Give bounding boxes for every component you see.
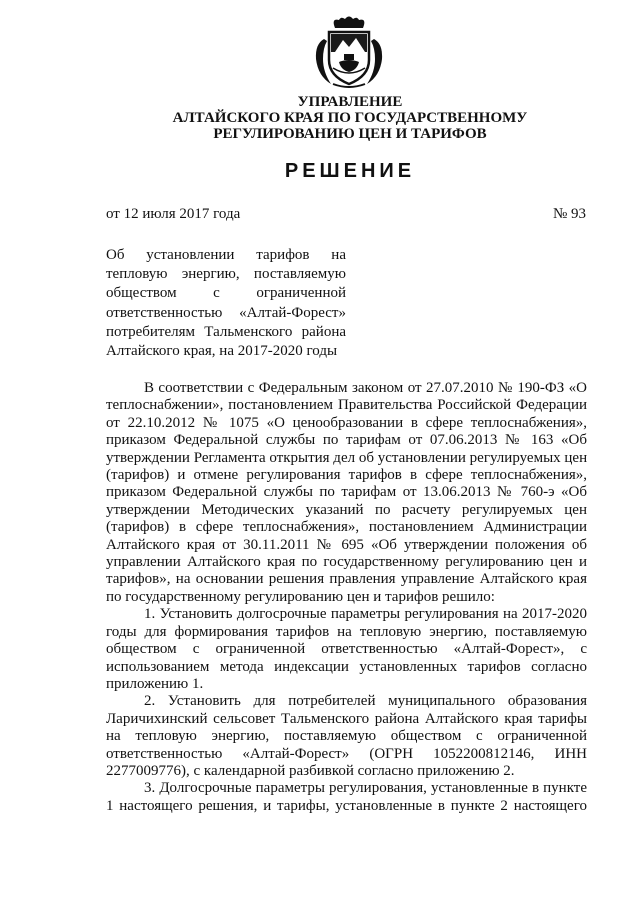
clause-1-line: 1. Установить долгосрочные параметры регулирования на 2017-2020	[144, 606, 587, 623]
preamble-line: приказом Федеральной службы по тарифам от 13.06.2013 № 760-э «Об	[106, 484, 587, 501]
decision-body	[106, 380, 587, 815]
preamble-line: (тарифов) в сфере теплоснабжения», постановлением Администрации	[106, 519, 587, 536]
subject-line: потребителям Тальменского района	[106, 323, 346, 340]
preamble-line: управлении Алтайского края по государственному регулированию цен и	[106, 554, 587, 571]
decision-date: от 12 июля 2017 года	[106, 206, 241, 222]
preamble-line: приказом Федеральной службы по тарифам от 07.06.2013 № 163 «Об	[106, 432, 587, 449]
subject-line: ответственностью «Алтай-Форест»	[106, 304, 346, 321]
preamble-line: теплоснабжении», постановлением Правительства Российской Федерации	[106, 397, 587, 414]
clause-3-line: 3. Долгосрочные параметры регулирования, установленные в пункте	[144, 780, 587, 797]
clause-2-line: ответственностью «Алтай-Форест» (ОГРН 1052200812146, ИНН	[106, 745, 587, 762]
preamble-line: (тарифов) и отмене регулирования тарифов в сфере теплоснабжения»,	[106, 467, 587, 484]
agency-name	[120, 94, 580, 142]
preamble-line: утверждении Регламента открытия дел об установлении регулируемых цен	[106, 449, 588, 466]
clause-2-line: на тепловую энергию, поставляемую обществом с ограниченной	[106, 728, 587, 745]
preamble-line: Алтайского края от 30.11.2011 № 695 «Об утверждении положения об	[106, 536, 587, 553]
subject-line: Алтайского края, на 2017-2020 годы	[106, 343, 338, 360]
decision-subject	[106, 246, 346, 361]
decision-number: № 93	[552, 206, 586, 222]
subject-line: обществом с ограниченной	[106, 285, 346, 302]
preamble-line: от 22.10.2012 № 1075 «О ценообразовании в сфере теплоснабжения»,	[106, 414, 587, 431]
preamble-line: В соответствии с Федеральным законом от 27.07.2010 № 190-ФЗ «О	[144, 380, 587, 396]
clause-2-line: Ларичихинский сельсовет Тальменского района Алтайского края тарифы	[106, 710, 587, 727]
clause-1-line: использованием метода индексации установленных тарифов согласно	[106, 658, 587, 675]
agency-line: РЕГУЛИРОВАНИЮ ЦЕН И ТАРИФОВ	[213, 126, 487, 142]
subject-line: тепловую энергию, поставляемую	[106, 266, 346, 283]
clause-1-line: годы для формирования тарифов на тепловую энергию, поставляемую	[106, 623, 587, 640]
preamble-line: утверждении Методических указаний по расчету регулируемых цен	[106, 501, 587, 518]
subject-line: Об установлении тарифов на	[106, 247, 346, 263]
clause-2-line: 2277009776), с календарной разбивкой согласно приложению 2.	[106, 762, 515, 779]
coat-of-arms-emblem	[309, 14, 389, 90]
clause-3-line: 1 настоящего решения, и тарифы, установленные в пункте 2 настоящего	[106, 797, 587, 814]
agency-line: АЛТАЙСКОГО КРАЯ ПО ГОСУДАРСТВЕННОМУ	[172, 110, 528, 126]
clause-1-line: приложению 1.	[106, 675, 204, 692]
agency-line: УПРАВЛЕНИЕ	[297, 94, 403, 110]
preamble-line: тарифов», на основании решения правления управление Алтайского края	[106, 571, 587, 588]
clause-2-line: 2. Установить для потребителей муниципального образования	[144, 693, 587, 710]
decision-title: РЕШЕНИЕ	[284, 160, 416, 182]
preamble-line: по государственному регулированию цен и тарифов решило:	[106, 588, 495, 605]
clause-1-line: обществом с ограниченной ответственностью «Алтай-Форест», с	[106, 641, 587, 658]
